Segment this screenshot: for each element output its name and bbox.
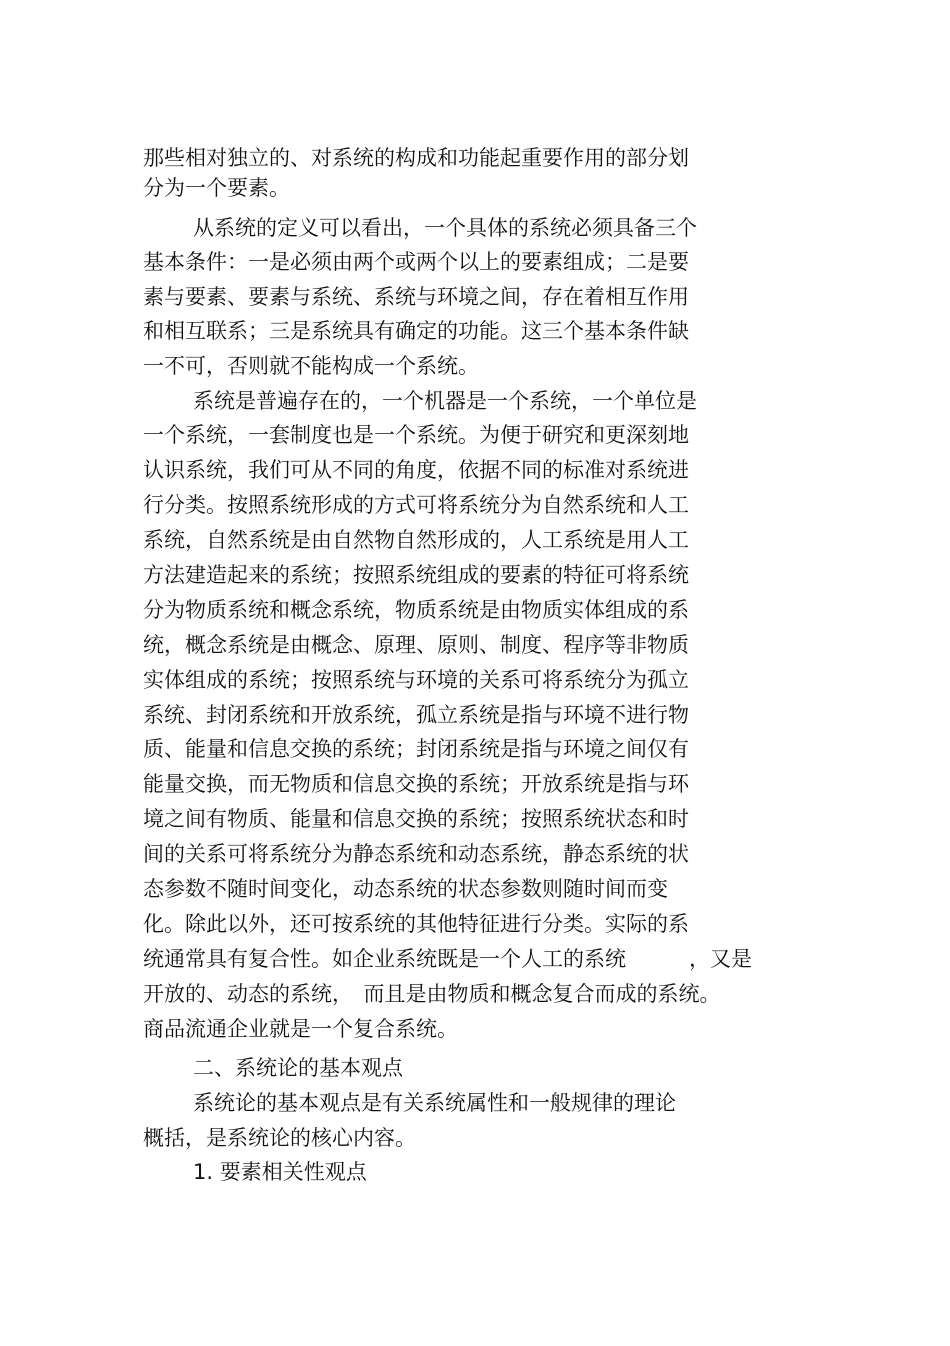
text-line: 统，概念系统是由概念、原理、原则、制度、程序等非物质 <box>143 633 689 657</box>
text-line: 系统，自然系统是由自然物自然形成的，人工系统是用人工 <box>143 528 689 552</box>
text-line: 一个系统，一套制度也是一个系统。为便于研究和更深刻地 <box>143 423 689 447</box>
text-line: 统通常具有复合性。如企业系统既是一个人工的系统 ，又是 <box>143 947 752 971</box>
text-line: 境之间有物质、能量和信息交换的系统；按照系统状态和时 <box>143 807 689 831</box>
text-line: 化。除此以外，还可按系统的其他特征进行分类。实际的系 <box>143 912 689 936</box>
text-line: 和相互联系；三是系统具有确定的功能。这三个基本条件缺 <box>143 319 689 343</box>
text-line: 那些相对独立的、对系统的构成和功能起重要作用的部分划 <box>143 146 689 170</box>
text-line: 系统是普遍存在的，一个机器是一个系统，一个单位是 <box>193 389 697 413</box>
text-line: 基本条件：一是必须由两个或两个以上的要素组成；二是要 <box>143 250 689 274</box>
text-line: 方法建造起来的系统；按照系统组成的要素的特征可将系统 <box>143 563 689 587</box>
text-line: 态参数不随时间变化，动态系统的状态参数则随时间而变 <box>143 877 668 901</box>
section-heading: 二、系统论的基本观点 <box>193 1056 403 1080</box>
text-line: 能量交换，而无物质和信息交换的系统；开放系统是指与环 <box>143 772 689 796</box>
text-line: 系统论的基本观点是有关系统属性和一般规律的理论 <box>193 1091 676 1115</box>
text-line: 分为一个要素。 <box>143 176 290 200</box>
text-line: 概括，是系统论的核心内容。 <box>143 1126 416 1150</box>
text-line: 实体组成的系统；按照系统与环境的关系可将系统分为孤立 <box>143 668 689 692</box>
subsection-heading: 1. 要素相关性观点 <box>193 1160 367 1184</box>
text-line: 素与要素、要素与系统、系统与环境之间，存在着相互作用 <box>143 285 689 309</box>
text-line: 质、能量和信息交换的系统；封闭系统是指与环境之间仅有 <box>143 737 689 761</box>
text-line: 一不可，否则就不能构成一个系统。 <box>143 354 479 378</box>
text-line: 开放的、动态的系统， 而且是由物质和概念复合而成的系统。 <box>143 982 721 1006</box>
text-line: 商品流通企业就是一个复合系统。 <box>143 1017 458 1041</box>
text-line: 间的关系可将系统分为静态系统和动态系统，静态系统的状 <box>143 842 689 866</box>
text-line: 系统、封闭系统和开放系统，孤立系统是指与环境不进行物 <box>143 703 689 727</box>
text-line: 从系统的定义可以看出，一个具体的系统必须具备三个 <box>193 216 697 240</box>
text-line: 行分类。按照系统形成的方式可将系统分为自然系统和人工 <box>143 493 689 517</box>
text-line: 认识系统，我们可从不同的角度，依据不同的标准对系统进 <box>143 458 689 482</box>
text-line: 分为物质系统和概念系统，物质系统是由物质实体组成的系 <box>143 598 689 622</box>
